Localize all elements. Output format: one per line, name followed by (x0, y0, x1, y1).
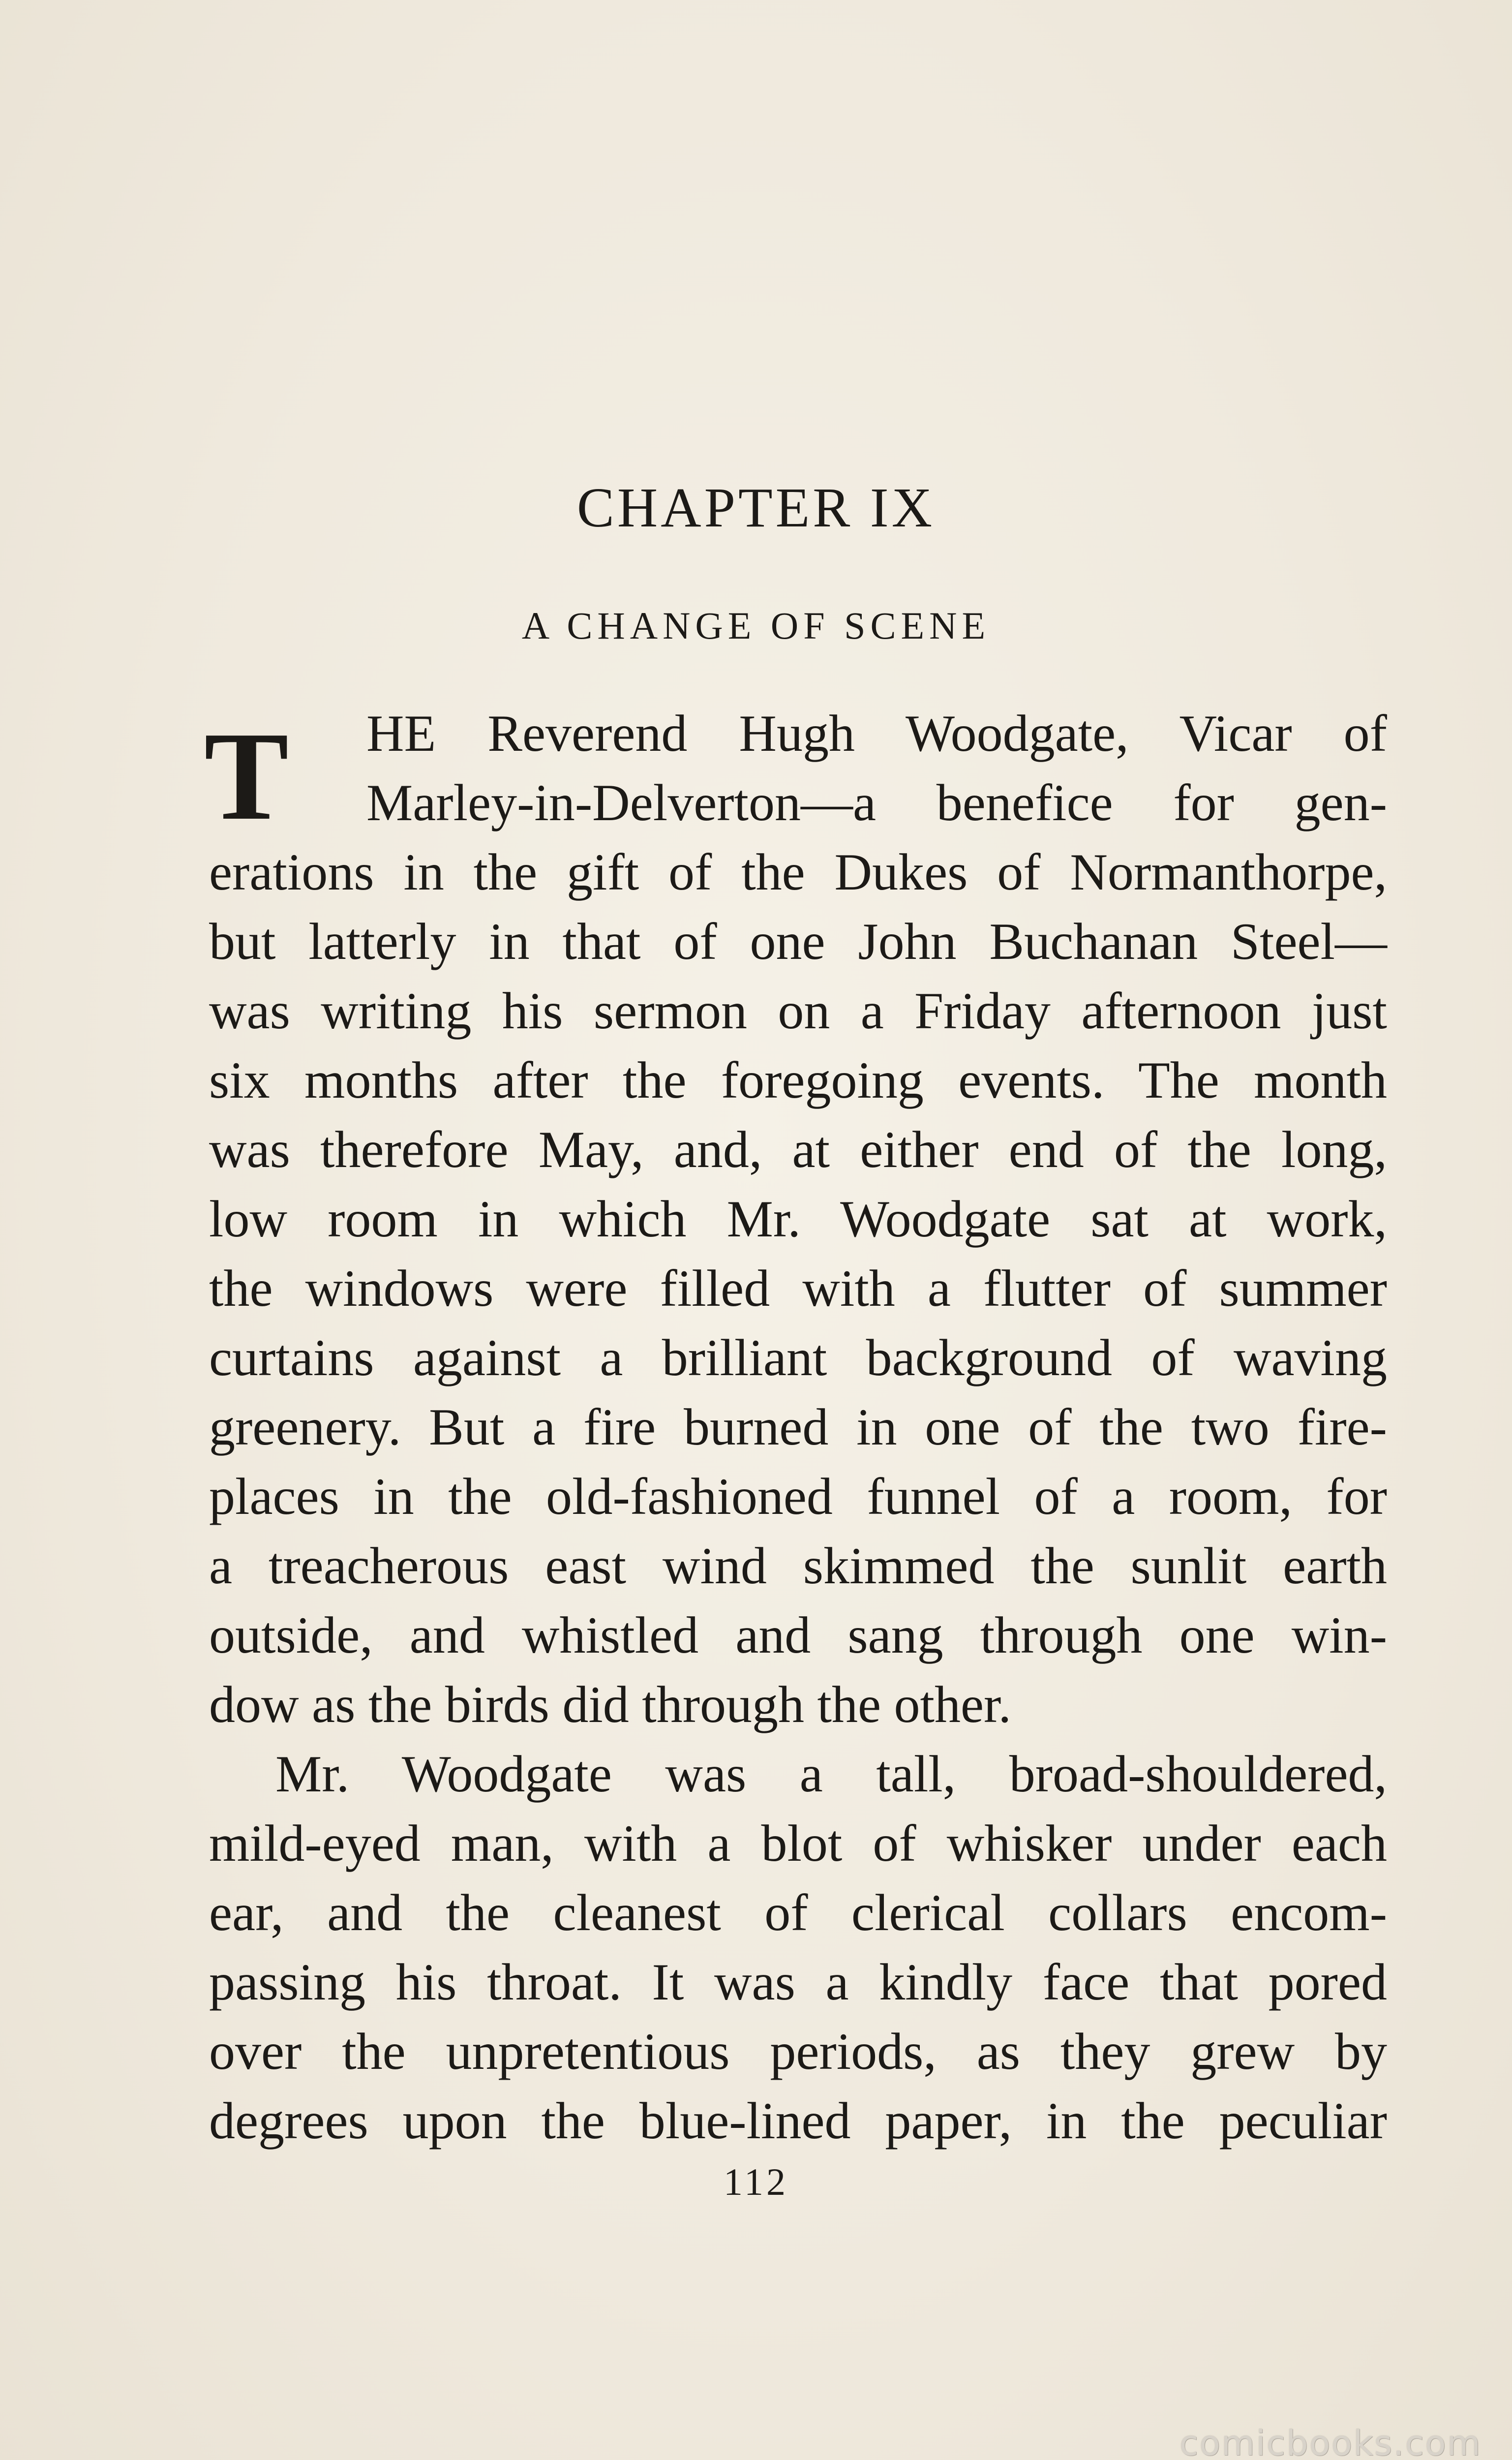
text-line: but latterly in that of one John Buchanan Steel— (209, 913, 1387, 970)
chapter-title: CHAPTER IX (576, 476, 936, 539)
drop-cap: T (204, 706, 289, 846)
text-line: degrees upon the blue-lined paper, in the peculiar (209, 2092, 1387, 2150)
text-line: over the unpretentious periods, as they grew by (209, 2023, 1387, 2080)
text-line: six months after the foregoing events. The month (209, 1051, 1387, 1109)
text-line: HE Reverend Hugh Woodgate, Vicar of (366, 705, 1387, 762)
text-line: the windows were filled with a flutter of summer (209, 1260, 1387, 1317)
text-line: greenery. But a fire burned in one of the two fire- (209, 1398, 1387, 1456)
chapter-subtitle: A CHANGE OF SCENE (521, 604, 991, 647)
text-line: erations in the gift of the Dukes of Normanthorpe, (209, 843, 1387, 901)
text-line: passing his throat. It was a kindly face that pored (209, 1953, 1387, 2011)
text-line: dow as the birds did through the other. (209, 1676, 1011, 1733)
page-number: 112 (723, 2160, 789, 2203)
text-line: Mr. Woodgate was a tall, broad-shouldered, (275, 1745, 1387, 1803)
text-line: was therefore May, and, at either end of the long, (209, 1121, 1387, 1178)
text-line: a treacherous east wind skimmed the sunlit earth (209, 1537, 1387, 1595)
watermark: comicbooks.com (1179, 2423, 1482, 2460)
text-line: low room in which Mr. Woodgate sat at work, (209, 1190, 1387, 1248)
text-line: mild-eyed man, with a blot of whisker under each (209, 1814, 1387, 1872)
body-text (204, 699, 1387, 2155)
text-line: places in the old-fashioned funnel of a room, for (209, 1468, 1387, 1525)
text-line: Marley-in-Delverton—a benefice for gen- (366, 774, 1387, 831)
text-line: curtains against a brilliant background of waving (209, 1329, 1387, 1386)
text-line: ear, and the cleanest of clerical collars encom- (209, 1884, 1387, 1941)
text-line: was writing his sermon on a Friday afternoon just (209, 982, 1387, 1040)
text-line: outside, and whistled and sang through one win- (209, 1606, 1387, 1664)
